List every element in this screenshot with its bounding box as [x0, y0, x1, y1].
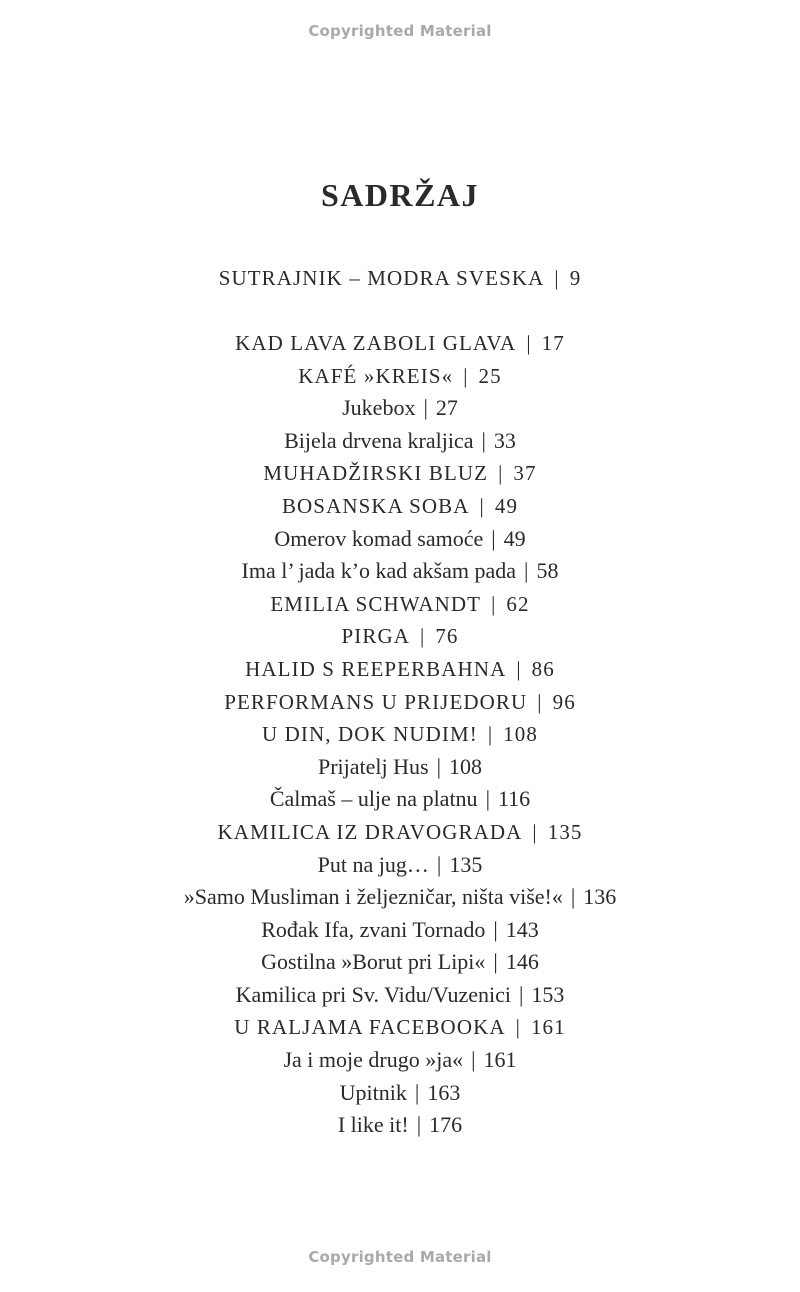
toc-separator: |	[481, 427, 486, 453]
toc-separator: |	[554, 266, 560, 290]
toc-entry-title: PIRGA	[341, 624, 410, 649]
toc-entry-page: 27	[435, 395, 458, 421]
toc-entry-page: 49	[503, 525, 526, 551]
toc-separator: |	[491, 591, 497, 616]
toc-entry	[0, 849, 800, 882]
toc-entry-page: 58	[536, 558, 559, 584]
toc-entry-title: Čalmaš – ulje na platnu	[269, 786, 478, 812]
toc-separator: |	[479, 493, 485, 518]
toc-entry	[0, 979, 800, 1012]
toc-entry-title: Upitnik	[339, 1079, 407, 1105]
toc-entry	[0, 1109, 800, 1142]
toc-entry	[0, 392, 800, 425]
toc-entry	[0, 946, 800, 979]
toc-entry-title: I like it!	[337, 1112, 409, 1138]
toc-separator: |	[515, 1015, 521, 1040]
toc-entry-page: 116	[497, 786, 531, 812]
toc-list	[0, 327, 800, 1142]
toc-entry	[0, 425, 800, 458]
toc-separator: |	[491, 525, 496, 551]
toc-entry	[0, 914, 800, 947]
toc-separator: |	[485, 786, 490, 812]
toc-separator: |	[537, 689, 543, 714]
toc-entry-title: MUHADŽIRSKI BLUZ	[263, 461, 489, 486]
toc-entry-page: 86	[531, 656, 555, 681]
toc-separator: |	[414, 1079, 420, 1105]
toc-entry-page: 143	[505, 916, 539, 942]
toc-entry-title: KAFÉ »KREIS«	[298, 363, 454, 388]
toc-entry-title: Put na jug…	[317, 851, 429, 877]
toc-first-section	[0, 262, 800, 295]
page-title: SADRŽAJ	[320, 177, 480, 214]
toc-entry-title: KAMILICA IZ DRAVOGRADA	[217, 819, 523, 844]
toc-entry	[0, 523, 800, 556]
toc-separator: |	[436, 851, 442, 877]
toc-entry-page: 163	[427, 1079, 461, 1105]
toc-entry-page: 176	[429, 1112, 463, 1138]
toc-separator: |	[570, 884, 576, 910]
toc-entry-page: 25	[478, 363, 502, 388]
toc-entry	[0, 1011, 800, 1044]
toc-entry-title: Jukebox	[342, 395, 416, 421]
toc-entry-page: 96	[552, 689, 576, 714]
toc-entry	[0, 718, 800, 751]
toc-entry	[0, 457, 800, 490]
toc-entry	[0, 686, 800, 719]
toc-entry	[0, 881, 800, 914]
toc-separator: |	[493, 949, 498, 975]
toc-entry-title: Omerov komad samoće	[274, 525, 484, 551]
toc-entry-title: HALID S REEPERBAHNA	[245, 656, 507, 681]
toc-entry-page: 161	[483, 1047, 517, 1073]
toc-entry-page: 17	[541, 331, 565, 355]
toc-separator: |	[423, 395, 428, 421]
toc-entry-title: SUTRAJNIK – MODRA SVESKA	[218, 266, 545, 290]
toc-separator: |	[526, 331, 532, 355]
toc-entry-page: 135	[547, 819, 583, 844]
toc-entry	[0, 327, 800, 360]
toc-entry-page: 108	[503, 722, 538, 747]
toc-separator: |	[436, 753, 441, 779]
toc-entry-title: PERFORMANS U PRIJEDORU	[224, 689, 528, 714]
toc-entry	[0, 555, 800, 588]
toc-entry-page: 49	[494, 493, 519, 518]
toc-entry-page: 33	[493, 427, 516, 453]
toc-entry-title: Kamilica pri Sv. Vidu/Vuzenici	[235, 981, 511, 1007]
toc-entry-title: BOSANSKA SOBA	[281, 493, 470, 518]
toc-entry-title: Rođak Ifa, zvani Tornado	[261, 916, 486, 942]
toc-entry-page: 146	[505, 949, 539, 975]
toc-entry-page: 153	[531, 981, 565, 1007]
toc-entry	[0, 783, 800, 816]
toc-entry-title: U RALJAMA FACEBOOKA	[234, 1015, 506, 1040]
toc-separator: |	[498, 461, 504, 486]
toc-entry	[0, 490, 800, 523]
toc-entry-title: EMILIA SCHWANDT	[270, 591, 482, 616]
toc-entry-page: 37	[513, 461, 537, 486]
toc-entry	[0, 360, 800, 393]
toc-separator: |	[532, 819, 538, 844]
toc-entry-title: U DIN, DOK NUDIM!	[262, 722, 478, 747]
toc-separator: |	[493, 916, 498, 942]
toc-entry	[0, 653, 800, 686]
toc-entry-page: 135	[449, 851, 483, 877]
toc-entry-title: KAD LAVA ZABOLI GLAVA	[235, 331, 517, 355]
toc-separator: |	[524, 558, 529, 584]
toc-entry	[0, 1077, 800, 1110]
toc-entry-title: Gostilna »Borut pri Lipi«	[261, 949, 486, 975]
toc-separator: |	[420, 624, 426, 649]
toc-separator: |	[471, 1047, 476, 1073]
toc-entry-page: 136	[583, 884, 617, 910]
toc-entry	[0, 816, 800, 849]
copyright-watermark-bottom: Copyrighted Material	[308, 1248, 492, 1266]
toc-separator: |	[516, 656, 522, 681]
toc-entry	[0, 588, 800, 621]
toc-separator: |	[518, 981, 524, 1007]
copyright-watermark-top: Copyrighted Material	[308, 22, 492, 40]
toc-entry	[0, 1044, 800, 1077]
toc-separator: |	[416, 1112, 422, 1138]
toc-entry-title: Bijela drvena kraljica	[284, 427, 474, 453]
toc-entry	[0, 262, 800, 295]
toc-separator: |	[463, 363, 469, 388]
toc-entry-title: »Samo Musliman i željezničar, ništa više!«	[183, 884, 563, 910]
toc-entry-title: Ja i moje drugo »ja«	[283, 1047, 464, 1073]
toc-entry-page: 108	[449, 753, 482, 779]
toc-entry-page: 9	[569, 266, 582, 290]
toc-entry	[0, 620, 800, 653]
toc-entry	[0, 751, 800, 784]
toc-entry-page: 76	[435, 624, 459, 649]
toc-entry-title: Ima l’ jada k’o kad akšam pada	[241, 558, 517, 584]
toc-entry-page: 161	[530, 1015, 566, 1040]
toc-separator: |	[487, 722, 494, 747]
toc-entry-title: Prijatelj Hus	[317, 753, 429, 779]
toc-entry-page: 62	[506, 591, 530, 616]
